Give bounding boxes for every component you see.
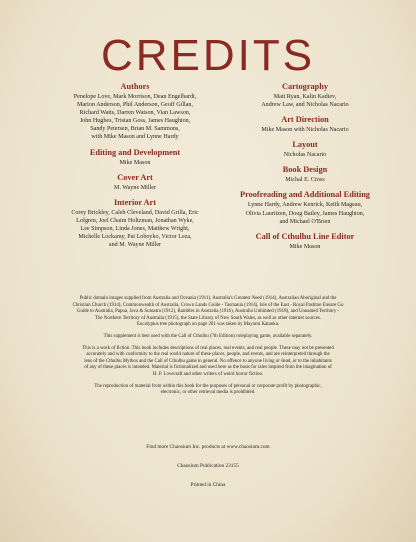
credit-name-line: M. Wayne Miller	[114, 184, 156, 191]
reproduction-notice	[56, 384, 360, 397]
fine-print-line: The reproduction of material from within this book for the purposes of personal or corporate profit by photographic,	[94, 383, 322, 389]
credit-section	[60, 148, 210, 167]
credit-name-line: Lee Simpson, Linda Jones, Matthew Wright,	[80, 225, 190, 232]
credit-name-line: Corey Brickley, Caleb Cleveland, David Grilla, Eric	[71, 209, 199, 216]
fine-print-line: Christian Church (1914), Commonwealth of Australia, Crown Lands Guide - Tasmania (1914), Isle of the East - Royal Pastime Ensure Go	[72, 302, 344, 308]
fine-print-line: The Northern Territory of Australia (1915), the State Library of New South Wales, as well as other internet sources.	[94, 315, 322, 321]
fine-print-line: electronic, or other retrieval media is prohibited.	[160, 390, 256, 396]
supplement-notice: This supplement is best used with the Call of Cthulhu (7th Edition) roleplaying game, available separately.	[103, 333, 313, 339]
public-domain-notice	[56, 296, 360, 329]
credit-name-line: Lynne Hardy, Andrew Kenrick, Keith Mageau,	[247, 202, 363, 209]
credit-section	[230, 165, 380, 184]
credit-name-line: Penelope Love, Mark Morrison, Dean Engelhardt,	[73, 94, 197, 100]
credit-name-line: with Mike Mason and Lynne Hardy	[91, 134, 179, 141]
publication-number: Chaosium Publication 23155	[177, 463, 239, 469]
credit-name-line: Sandy Petersen, Brian M. Sammons,	[90, 126, 180, 133]
credit-name-line: Mike Mason	[119, 159, 151, 166]
fine-print-line: lens of the Cthulhu Mythos and the Call of Cthulhu game in general. No offence to anyone living or dead, or to the inhabitants	[84, 358, 332, 364]
fine-print-line: Guide to Australia, Papua, Java & Sumatra (1912), Rambles in Australia (1916), Australia Unlimited (1918), and Unnamed Territory -	[76, 309, 340, 315]
credit-name-line: and Michael O'Brien	[279, 218, 331, 225]
credit-name-line: Michelle Lockamy, Pat Loboyko, Victor Leza,	[78, 234, 192, 241]
fine-print-line: H. P. Lovecraft and other writers of weird horror fiction.	[152, 371, 264, 377]
fine-print-line: Eucalyptus tree photograph on page 201 was taken by Mayumi Kataoka.	[136, 322, 280, 328]
credit-section	[230, 115, 380, 134]
credits-left-column	[60, 82, 210, 255]
fine-print-line: accurately and with conformity to the real world nature of these places, people, and events, and are reinterpreted through the	[86, 352, 330, 358]
fine-print	[56, 296, 360, 402]
credit-name-line: Marion Anderson, Phil Anderson, Geoff Gillan,	[77, 102, 193, 109]
credit-section	[60, 198, 210, 249]
page-title: CREDITS	[100, 31, 316, 80]
credit-name-line: Olivia Lauritzen, Doug Bailey, James Haughton,	[245, 210, 365, 217]
credit-heading: Call of Cthulhu Line Editor	[255, 231, 355, 241]
fiction-disclaimer	[56, 346, 360, 379]
credit-name-line: Mike Mason	[289, 243, 321, 250]
credit-heading: Interior Art	[113, 197, 156, 207]
credit-heading: Cartography	[281, 82, 329, 91]
credit-heading: Book Design	[282, 165, 328, 175]
credit-heading: Editing and Development	[89, 147, 181, 157]
credit-name-line: and M. Wayne Miller	[108, 242, 162, 249]
printed-location: Printed in China	[190, 482, 226, 488]
credit-section	[230, 82, 380, 109]
credit-section	[230, 232, 380, 251]
credit-heading: Art Direction	[281, 115, 329, 125]
credits-right-column	[230, 82, 380, 257]
credit-name-line: Michal E. Cross	[285, 177, 325, 184]
fine-print-line: of any of these places is intended. Material is fictionalized and used here as the basis for tales inspired from the imagination of	[84, 365, 332, 371]
credit-name-line: Nicholas Nacario	[283, 152, 327, 159]
credit-heading: Authors	[120, 82, 150, 91]
fine-print-line: This is a work of fiction. This book includes descriptions of real places, real events, and real people. These may not be presented	[82, 345, 334, 351]
fine-print-line: Public domain images supplied from Australia and Oceania (1911), Australia's Greatest Need (1914), Australian Aboriginal and the	[79, 296, 337, 301]
credit-section	[230, 190, 380, 225]
website-line: Find more Chaosium Inc. products at www.chaosium.com	[146, 444, 270, 450]
credit-name-line: Mike Mason with Nicholas Nacario	[261, 127, 349, 134]
credit-section	[230, 140, 380, 159]
credit-heading: Layout	[292, 140, 318, 150]
credit-name-line: John Hughes, Tristan Goss, James Haughton,	[79, 118, 191, 125]
credit-heading: Proofreading and Additional Editing	[240, 190, 370, 200]
credit-name-line: Andrew Law, and Nicholas Nacario	[261, 102, 349, 109]
credit-name-line: Matt Ryan, Kalin Kadiev,	[273, 94, 337, 100]
credit-name-line: Richard Watts, Darren Watson, Vian Lawson,	[79, 110, 191, 117]
credit-section	[60, 82, 210, 142]
credit-heading: Cover Art	[117, 172, 153, 182]
credit-section	[60, 173, 210, 192]
credit-name-line: Lofgren, Joel Chaim Holtzman, Jonathan Wyke,	[76, 217, 194, 224]
